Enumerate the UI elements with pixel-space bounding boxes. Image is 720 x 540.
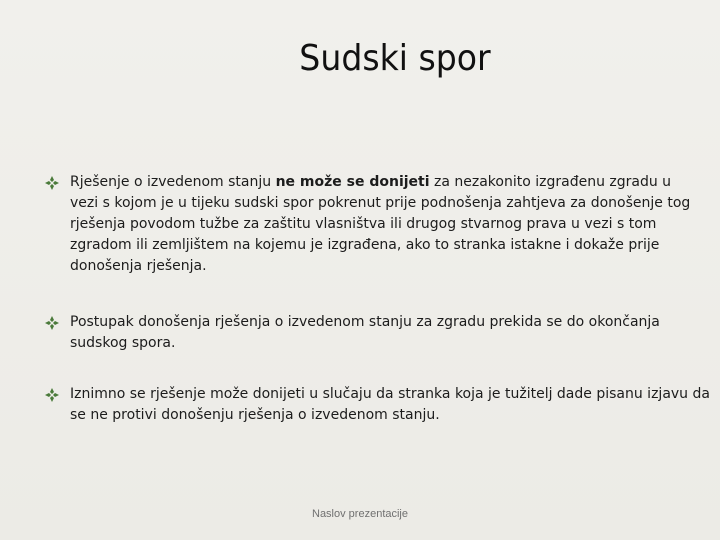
bullet-text-bold: ne može se donijeti bbox=[275, 174, 430, 190]
bullet-item bbox=[44, 172, 694, 277]
bullet-item bbox=[44, 312, 720, 354]
footer-text: Naslov prezentacije bbox=[312, 508, 408, 520]
diamond-bullet-icon bbox=[44, 387, 60, 403]
bullet-text: Postupak donošenja rješenja o izvedenom stanju za zgradu prekida se do okončanja sudskog spora. bbox=[70, 314, 660, 351]
bullet-text: Iznimno se rješenje može donijeti u slučaju da stranka koja je tužitelj dade pisanu izjavu da se ne protivi donošenju rješenja o izvedenom stanju. bbox=[70, 386, 710, 423]
diamond-bullet-icon bbox=[44, 175, 60, 191]
bullet-item bbox=[44, 384, 720, 426]
diamond-bullet-icon bbox=[44, 315, 60, 331]
bullet-text-start: Rješenje o izvedenom stanju bbox=[70, 174, 276, 190]
bullet-text-end: za nezakonito izgrađenu zgradu u vezi s kojom je u tijeku sudski spor pokrenut prije podnošenja zahtjeva za donošenje tog rješenja povodom tužbe za zaštitu vlasništva ili drugog stvarnog prava u vezi s tom zgradom ili zemljištem na kojemu je izgrađena, ako to stranka istakne i dokaže prije donošenja rješenja. bbox=[70, 174, 691, 274]
slide-title: Sudski spor bbox=[299, 38, 491, 79]
bullet-list bbox=[44, 172, 710, 423]
